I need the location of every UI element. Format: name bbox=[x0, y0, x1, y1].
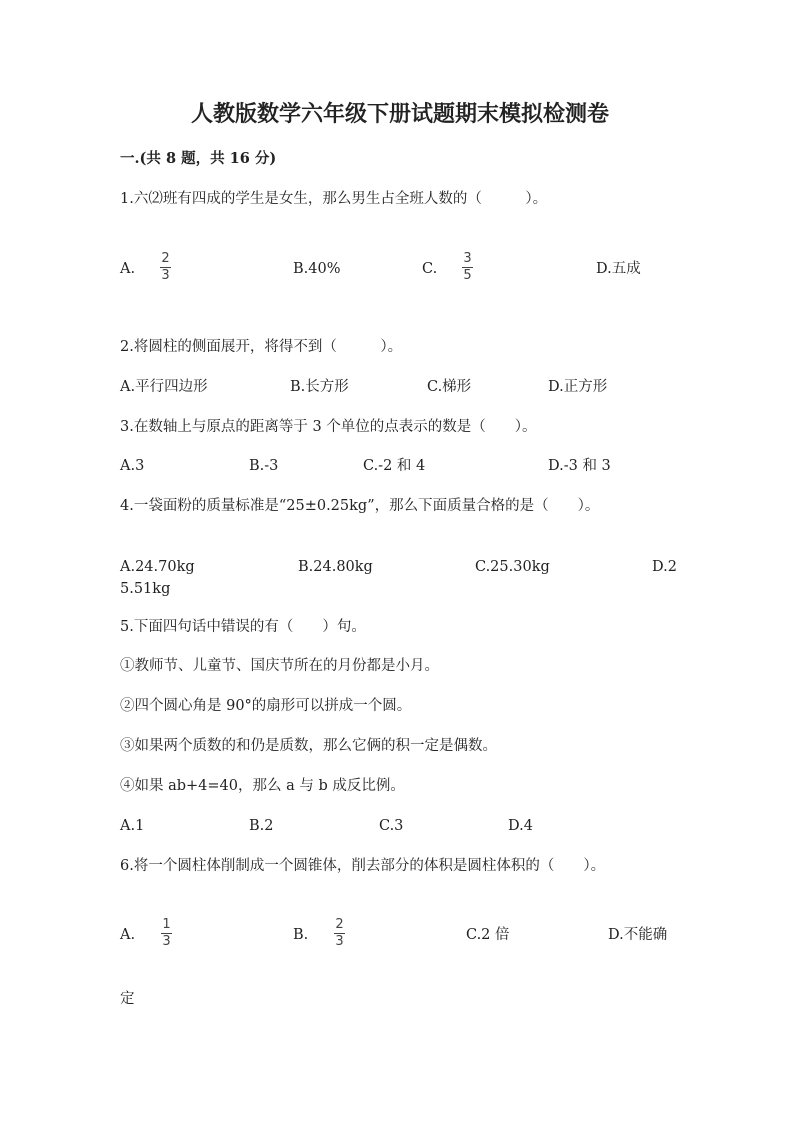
q6-option-a-label: A. bbox=[120, 927, 136, 943]
q2-option-b: B.长方形 bbox=[290, 379, 349, 395]
q3-option-a: A.3 bbox=[120, 458, 145, 474]
q3-option-b: B.-3 bbox=[249, 458, 279, 474]
q5-option-a: A.1 bbox=[120, 818, 145, 834]
q1-c-numerator: 3 bbox=[463, 251, 472, 266]
q1-option-a-fraction bbox=[160, 252, 171, 283]
page-title: 人教版数学六年级下册试题期末模拟检测卷 bbox=[190, 101, 609, 127]
q5-statement-4: ④如果 ab+4=40，那么 a 与 b 成反比例。 bbox=[120, 778, 405, 794]
q5-statement-1: ①教师节、儿童节、国庆节所在的月份都是小月。 bbox=[120, 658, 439, 674]
q1-option-c-fraction bbox=[462, 252, 473, 283]
question-1-stem: 1.六⑵班有四成的学生是女生，那么男生占全班人数的（ ）。 bbox=[120, 191, 548, 207]
q5-option-d: D.4 bbox=[508, 818, 533, 834]
question-4-stem: 4.一袋面粉的质量标准是“25±0.25kg”，那么下面质量合格的是（ ）。 bbox=[120, 498, 600, 514]
q1-option-c-label: C. bbox=[422, 261, 438, 277]
q6-option-b-label: B. bbox=[293, 927, 309, 943]
q6-a-denominator: 3 bbox=[162, 934, 171, 949]
q1-option-a-label: A. bbox=[120, 261, 136, 277]
q2-option-c: C.梯形 bbox=[427, 379, 472, 395]
question-3-stem: 3.在数轴上与原点的距离等于 3 个单位的点表示的数是（ ）。 bbox=[120, 419, 537, 435]
q5-statement-2: ②四个圆心角是 90°的扇形可以拼成一个圆。 bbox=[120, 698, 412, 714]
q4-option-d-line2: 5.51kg bbox=[120, 581, 171, 597]
q6-option-d-line2: 定 bbox=[120, 991, 135, 1007]
q6-option-c: C.2 倍 bbox=[466, 927, 510, 943]
q1-a-numerator: 2 bbox=[161, 251, 170, 266]
q2-option-d: D.正方形 bbox=[548, 379, 608, 395]
q6-b-numerator: 2 bbox=[335, 917, 344, 932]
q6-b-denominator: 3 bbox=[335, 934, 344, 949]
q4-option-a: A.24.70kg bbox=[120, 559, 195, 575]
q3-option-d: D.-3 和 3 bbox=[548, 458, 611, 474]
q5-statement-3: ③如果两个质数的和仍是质数，那么它俩的积一定是偶数。 bbox=[120, 738, 497, 754]
q1-option-d: D.五成 bbox=[596, 261, 641, 277]
q6-option-d-line1: D.不能确 bbox=[608, 927, 668, 943]
section-heading: 一.(共 8 题，共 16 分) bbox=[120, 150, 277, 167]
q5-option-c: C.3 bbox=[379, 818, 404, 834]
question-2-stem: 2.将圆柱的侧面展开，将得不到（ ）。 bbox=[120, 339, 403, 355]
question-5-stem: 5.下面四句话中错误的有（ ）句。 bbox=[120, 619, 366, 635]
q6-a-numerator: 1 bbox=[162, 917, 171, 932]
q1-option-b: B.40% bbox=[293, 261, 341, 277]
q1-a-denominator: 3 bbox=[161, 268, 170, 283]
q1-c-denominator: 5 bbox=[463, 268, 472, 283]
q5-option-b: B.2 bbox=[249, 818, 274, 834]
q3-option-c: C.-2 和 4 bbox=[363, 458, 426, 474]
q4-option-d-line1: D.2 bbox=[652, 559, 677, 575]
q6-option-a-fraction bbox=[161, 918, 172, 949]
q6-option-b-fraction bbox=[334, 918, 345, 949]
q4-option-c: C.25.30kg bbox=[475, 559, 550, 575]
question-6-stem: 6.将一个圆柱体削制成一个圆锥体，削去部分的体积是圆柱体积的（ ）。 bbox=[120, 858, 606, 874]
q2-option-a: A.平行四边形 bbox=[120, 379, 208, 395]
q4-option-b: B.24.80kg bbox=[298, 559, 373, 575]
